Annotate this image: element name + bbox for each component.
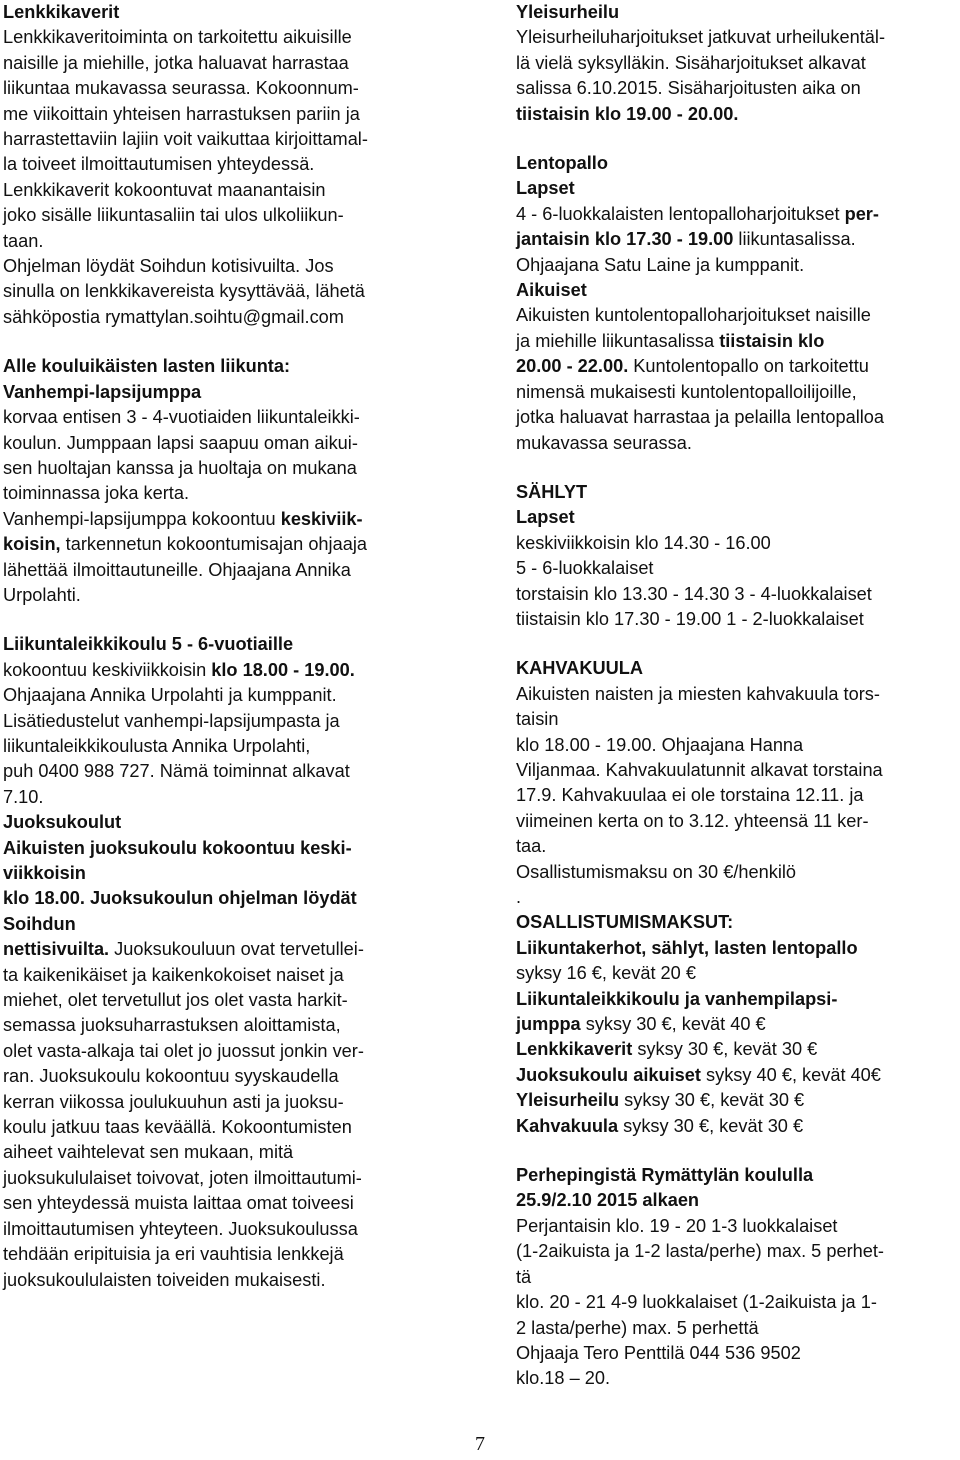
lenkkikaverit-title: Lenkkikaverit <box>3 2 120 22</box>
liikuntaleikkikoulu-heading: Liikuntaleikkikoulu 5 - 6-vuotiaille <box>3 634 294 655</box>
perhepingis-heading-2: 25.9/2.10 2015 alkaen <box>516 1190 700 1211</box>
juoksukoulut-line-2: ta kaikenikäiset ja kaikenkokoiset naiset ja <box>3 964 344 985</box>
kahvakuula-title: KAHVAKUULA <box>516 658 643 679</box>
liikuntaleikkikoulu-line-5: puh 0400 988 727. Nämä toiminnat alkavat <box>3 761 350 782</box>
maksut-row-4-label: jumppa <box>516 1014 581 1035</box>
vanhempi-line-1: korvaa entisen 3 - 4-vuotiaiden liikuntaleikki- <box>3 407 360 428</box>
page-number: 7 <box>475 1433 485 1455</box>
vanhempi-line-5-bold: keskiviik- <box>280 508 363 529</box>
lentopallo-line-2 <box>516 227 956 252</box>
maksut-row-8-price: syksy 30 €, kevät 30 € <box>618 1115 804 1136</box>
juoksukoulut-bold-line-3: klo 18.00. Juoksukoulun ohjelman löydät <box>3 888 357 909</box>
maksut-row-8-label: Kahvakuula <box>516 1115 619 1136</box>
juoksukoulut-line-5: olet vasta-alkaja tai olet jo juossut jonkin ver- <box>3 1040 364 1061</box>
lentopallo-line-5 <box>516 329 956 354</box>
perhepingis-line-1: Perjantaisin klo. 19 - 20 1-3 luokkalaiset <box>516 1215 838 1236</box>
perhepingis-line-2: (1-2aikuista ja 1-2 lasta/perhe) max. 5 perhet- <box>516 1241 884 1262</box>
maksut-row-8 <box>516 1114 956 1139</box>
lentopallo-line-3: Ohjaajana Satu Laine ja kumppanit. <box>516 254 805 275</box>
maksut-row-7 <box>516 1088 956 1113</box>
lentopallo-line-5-bold: tiistaisin klo <box>719 330 825 351</box>
lenkkikaverit-line-2: naisille ja miehille, jotka haluavat harrastaa <box>3 52 349 73</box>
sahlyt-section <box>516 480 956 632</box>
liikuntaleikkikoulu-line-1 <box>3 658 453 683</box>
maksut-row-5-price: syksy 30 €, kevät 30 € <box>632 1039 818 1060</box>
juoksukoulut-line-1-bold: nettisivuilta. <box>3 939 110 960</box>
kahvakuula-line-1: Aikuisten naisten ja miesten kahvakuula tors- <box>516 683 880 704</box>
yleisurheilu-time: tiistaisin klo 19.00 - 20.00. <box>516 103 739 124</box>
lentopallo-aikuiset-heading: Aikuiset <box>516 280 587 301</box>
liikuntaleikkikoulu-line-2: Ohjaajana Annika Urpolahti ja kumppanit. <box>3 685 337 706</box>
liikuntaleikkikoulu-line-4: liikuntaleikkikoulusta Annika Urpolahti, <box>3 735 311 756</box>
perhepingis-line-7: klo.18 – 20. <box>516 1368 611 1389</box>
lenkkikaverit-line-6: la toiveet ilmoittautumisen yhteydessä. <box>3 154 315 175</box>
lentopallo-section <box>516 151 956 456</box>
juoksukoulut-line-14: juoksukoululaisten toiveiden mukaisesti. <box>3 1269 326 1290</box>
maksut-row-6-label: Juoksukoulu aikuiset <box>516 1064 701 1085</box>
lenkkikaverit-section <box>3 0 453 330</box>
sahlyt-line-4: tiistaisin klo 17.30 - 19.00 1 - 2-luokkalaiset <box>516 608 864 629</box>
lenkkikaverit-line-7: Lenkkikaverit kokoontuvat maanantaisin <box>3 179 326 200</box>
juoksukoulut-bold-line-1: Aikuisten juoksukoulu kokoontuu keski- <box>3 837 352 858</box>
lentopallo-line-6-bold: 20.00 - 22.00. <box>516 356 629 377</box>
vanhempi-heading-2: Vanhempi-lapsijumppa <box>3 381 202 402</box>
maksut-row-5-label: Lenkkikaverit <box>516 1039 633 1060</box>
lentopallo-line-5-text: ja miehille liikuntasalissa <box>516 330 720 351</box>
liikuntaleikkikoulu-line-6: 7.10. <box>3 786 44 807</box>
lentopallo-line-2-text: liikuntasalissa. <box>733 229 856 250</box>
vanhempi-line-8: Urpolahti. <box>3 584 81 605</box>
maksut-row-1: Liikuntakerhot, sählyt, lasten lentopallo <box>516 937 858 958</box>
vanhempi-line-3: sen huoltajan kanssa ja huoltaja on mukana <box>3 457 357 478</box>
lentopallo-line-1-text: 4 - 6-luokkalaisten lentopalloharjoitukset <box>516 203 845 224</box>
maksut-row-4 <box>516 1012 956 1037</box>
juoksukoulut-line-13: tehdään eripituisia ja eri vauhtisia lenkkejä <box>3 1244 344 1265</box>
juoksukoulut-line-11: sen yhteydessä muista laittaa omat toiveesi <box>3 1193 354 1214</box>
lenkkikaverit-line-1: Lenkkikaveritoiminta on tarkoitettu aikuisille <box>3 27 352 48</box>
lentopallo-line-1 <box>516 202 956 227</box>
perhepingis-line-3: tä <box>516 1266 532 1287</box>
perhepingis-section <box>516 1163 956 1392</box>
juoksukoulut-bold-line-4: Soihdun <box>3 913 76 934</box>
kahvakuula-line-4: Viljanmaa. Kahvakuulatunnit alkavat torstaina <box>516 759 883 780</box>
lenkkikaverit-line-5: harrastettaviin lajiin voit vaikuttaa kirjoittamal- <box>3 129 368 150</box>
kahvakuula-line-2: taisin <box>516 709 559 730</box>
sahlyt-line-3: torstaisin klo 13.30 - 14.30 3 - 4-luokkalaiset <box>516 583 872 604</box>
lentopallo-line-1-bold: per- <box>844 203 879 224</box>
kahvakuula-line-9: . <box>516 887 522 907</box>
maksut-row-2: syksy 16 €, kevät 20 € <box>516 963 696 984</box>
kahvakuula-line-6: viimeinen kerta on to 3.12. yhteensä 11 ker- <box>516 810 869 831</box>
liikuntaleikkikoulu-line-1-text: kokoontuu keskiviikkoisin <box>3 659 212 680</box>
yleisurheilu-line-3: salissa 6.10.2015. Sisäharjoitusten aika on <box>516 78 861 99</box>
perhepingis-line-5: 2 lasta/perhe) max. 5 perhettä <box>516 1317 759 1338</box>
lentopallo-line-2-bold: jantaisin klo 17.30 - 19.00 <box>516 229 734 250</box>
lentopallo-title: Lentopallo <box>516 153 608 174</box>
sahlyt-lapset-heading: Lapset <box>516 507 575 528</box>
vanhempi-line-6-bold: koisin, <box>3 534 61 555</box>
lentopallo-line-9: mukavassa seurassa. <box>516 432 692 453</box>
lentopallo-line-6 <box>516 354 956 379</box>
sahlyt-line-1: keskiviikkoisin klo 14.30 - 16.00 <box>516 532 771 553</box>
kahvakuula-line-8: Osallistumismaksu on 30 €/henkilö <box>516 861 797 882</box>
juoksukoulut-heading: Juoksukoulut <box>3 812 122 833</box>
vanhempi-line-7: lähettää ilmoittautuneille. Ohjaajana Annika <box>3 559 351 580</box>
maksut-row-7-label: Yleisurheilu <box>516 1090 620 1111</box>
yleisurheilu-line-1: Yleisurheiluharjoitukset jatkuvat urheilukentäl- <box>516 27 885 48</box>
vanhempi-line-5 <box>3 507 453 532</box>
sahlyt-line-2: 5 - 6-luokkalaiset <box>516 558 654 579</box>
lentopallo-line-4: Aikuisten kuntolentopalloharjoitukset naisille <box>516 305 871 326</box>
lenkkikaverit-line-10: Ohjelman löydät Soihdun kotisivuilta. Jos <box>3 256 334 277</box>
juoksukoulut-bold-line-2: viikkoisin <box>3 863 86 883</box>
juoksukoulut-line-6: ran. Juoksukoulu kokoontuu syyskaudella <box>3 1066 339 1087</box>
osallistumismaksut-section <box>516 910 956 1139</box>
vanhempi-line-4: toiminnassa joka kerta. <box>3 483 190 504</box>
juoksukoulut-line-3: miehet, olet tervetullut jos olet vasta harkit- <box>3 990 348 1011</box>
vanhempi-line-6 <box>3 532 453 557</box>
yleisurheilu-title: Yleisurheilu <box>516 2 620 22</box>
kahvakuula-line-7: taa. <box>516 836 547 857</box>
lenkkikaverit-email-line: sähköpostia rymattylan.soihtu@gmail.com <box>3 306 344 327</box>
kahvakuula-section <box>516 656 956 910</box>
juoksukoulut-line-12: ilmoittautumisen yhteyteen. Juoksukoulussa <box>3 1218 358 1239</box>
kahvakuula-line-3: klo 18.00 - 19.00. Ohjaajana Hanna <box>516 734 804 755</box>
maksut-title: OSALLISTUMISMAKSUT: <box>516 912 734 933</box>
lenkkikaverit-line-9: taan. <box>3 230 44 251</box>
liikuntaleikkikoulu-line-3: Lisätiedustelut vanhempi-lapsijumpasta ja <box>3 710 340 731</box>
liikuntaleikkikoulu-time: klo 18.00 - 19.00. <box>211 659 355 680</box>
juoksukoulut-line-10: juoksukululaiset toivovat, joten ilmoittautumi- <box>3 1167 362 1188</box>
maksut-row-3: Liikuntaleikkikoulu ja vanhempilapsi- <box>516 988 838 1009</box>
kahvakuula-line-5: 17.9. Kahvakuulaa ei ole torstaina 12.11. ja <box>516 785 864 806</box>
lenkkikaverit-line-8: joko sisälle liikuntasaliin tai ulos ulkoliikun- <box>3 205 344 226</box>
perhepingis-line-6: Ohjaaja Tero Penttilä 044 536 9502 <box>516 1342 801 1363</box>
juoksukoulut-section <box>3 810 453 1293</box>
maksut-row-4-price: syksy 30 €, kevät 40 € <box>580 1014 766 1035</box>
yleisurheilu-section <box>516 0 956 127</box>
juoksukoulut-line-9: aiheet vaihtelevat sen mukaan, mitä <box>3 1142 294 1163</box>
juoksukoulut-line-7: kerran viikossa joulukuuhun asti ja juoksu- <box>3 1091 344 1112</box>
sahlyt-title: SÄHLYT <box>516 481 588 502</box>
vanhempi-heading-1: Alle kouluikäisten lasten liikunta: <box>3 356 291 377</box>
maksut-row-6 <box>516 1063 956 1088</box>
juoksukoulut-line-4: semassa juoksuharrastuksen aloittamista, <box>3 1015 341 1036</box>
maksut-row-6-price: syksy 40 €, kevät 40€ <box>700 1064 881 1085</box>
right-column <box>516 0 956 1392</box>
perhepingis-line-4: klo. 20 - 21 4-9 luokkalaiset (1-2aikuista ja 1- <box>516 1292 877 1313</box>
juoksukoulut-line-1 <box>3 937 453 962</box>
left-column <box>3 0 453 1293</box>
maksut-row-7-price: syksy 30 €, kevät 30 € <box>619 1090 805 1111</box>
vanhempi-line-2: koulun. Jumppaan lapsi saapuu oman aikui- <box>3 432 358 453</box>
lentopallo-line-7: nimensä mukaisesti kuntolentopalloilijoille, <box>516 381 857 402</box>
perhepingis-heading-1: Perhepingistä Rymättylän koululla <box>516 1165 814 1186</box>
juoksukoulut-line-1-text: Juoksukouluun ovat tervetullei- <box>109 939 364 960</box>
liikuntaleikkikoulu-section <box>3 632 453 810</box>
juoksukoulut-line-8: koulu jatkuu taas keväällä. Kokoontumisten <box>3 1117 352 1138</box>
lenkkikaverit-line-4: me viikoittain yhteisen harrastuksen pariin ja <box>3 103 360 124</box>
yleisurheilu-line-2: lä vielä syksylläkin. Sisäharjoitukset alkavat <box>516 52 866 73</box>
lentopallo-line-6-text: Kuntolentopallo on tarkoitettu <box>628 356 869 377</box>
lenkkikaverit-line-3: liikuntaa mukavassa seurassa. Kokoonnum- <box>3 78 359 99</box>
vanhempi-line-6-text: tarkennetun kokoontumisajan ohjaaja <box>60 534 367 555</box>
lentopallo-lapset-heading: Lapset <box>516 178 575 199</box>
vanhempi-lapsijumppa-section <box>3 354 453 608</box>
lentopallo-line-8: jotka haluavat harrastaa ja pelailla lentopalloa <box>516 407 885 428</box>
vanhempi-line-5-text: Vanhempi-lapsijumppa kokoontuu <box>3 508 281 529</box>
maksut-row-5 <box>516 1037 956 1062</box>
lenkkikaverit-line-11: sinulla on lenkkikavereista kysyttävää, lähetä <box>3 281 365 302</box>
